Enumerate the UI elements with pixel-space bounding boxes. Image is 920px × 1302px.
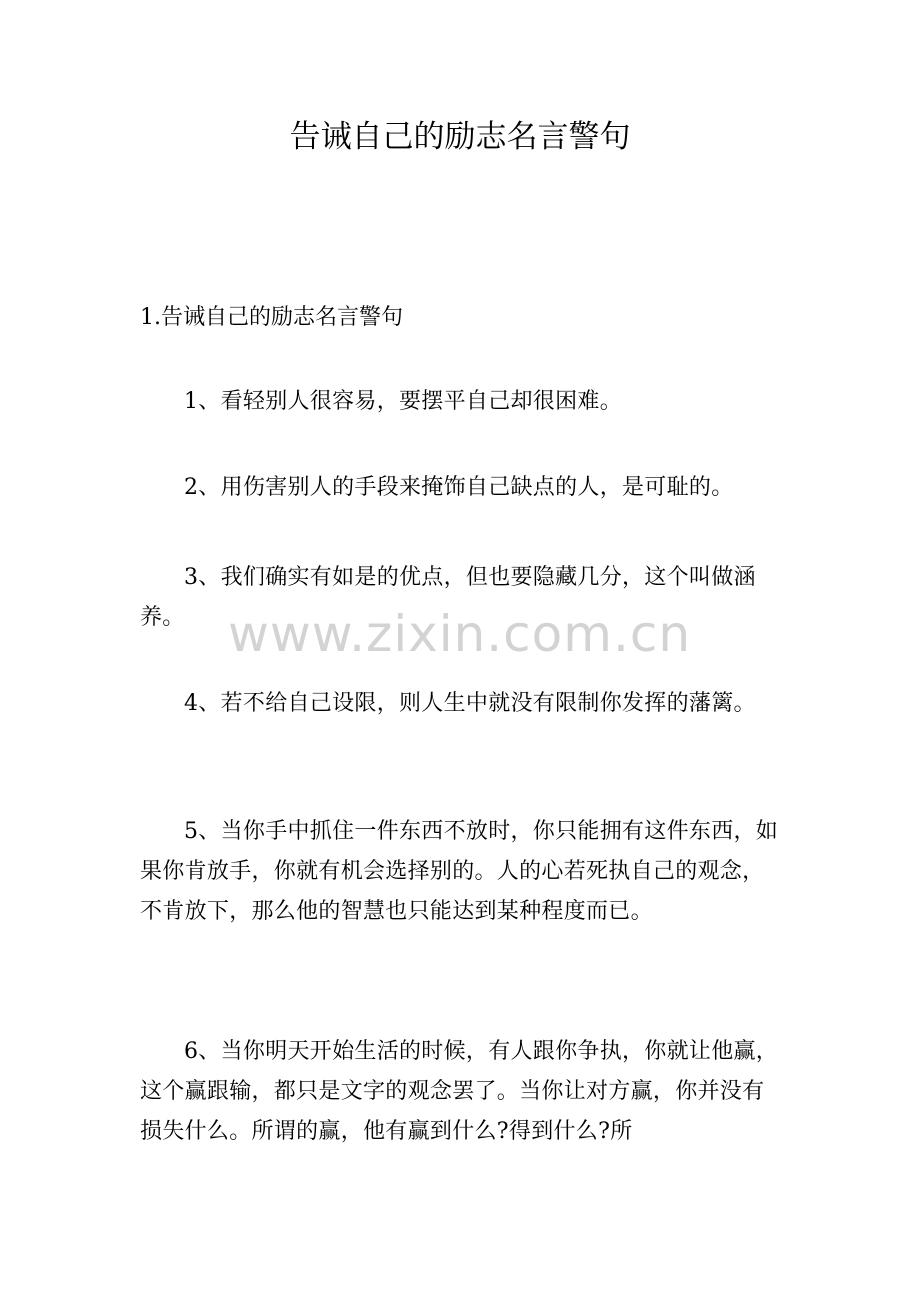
paragraph-5: 5、当你手中抓住一件东西不放时，你只能拥有这件东西，如果你肯放手，你就有机会选择别的。人的心若死执自己的观念，不肯放下，那么他的智慧也只能达到某种程度而已。 [140,819,779,924]
paragraph-4: 4、若不给自己设限，则人生中就没有限制你发挥的藩篱。 [184,691,756,716]
paragraph-6: 6、当你明天开始生活的时候，有人跟你争执，你就让他赢，这个赢跟输，都只是文字的观念罢了。当你让对方赢，你并没有损失什么。所谓的赢，他有赢到什么?得到什么?所 [140,1039,779,1144]
paragraph-3: 3、我们确实有如是的优点，但也要隐藏几分，这个叫做涵养。 [140,565,756,630]
section-heading: 1.告诫自己的励志名言警句 [140,305,403,330]
paragraph-2: 2、用伤害别人的手段来掩饰自己缺点的人，是可耻的。 [184,475,734,500]
paragraph-1: 1、看轻别人很容易，要摆平自己却很困难。 [184,389,622,414]
document-title: 告诫自己的励志名言警句 [289,119,631,155]
watermark: www.zixin.com.cn [228,605,692,663]
